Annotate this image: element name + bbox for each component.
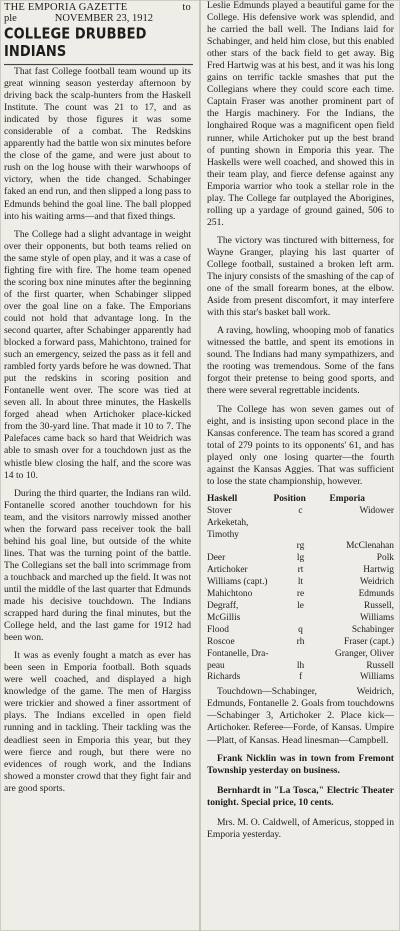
lineup-haskell-player: Roscoe — [207, 636, 235, 647]
article-paragraph: A raving, howling, whooping mob of fanatics witnessed the battle, and spent its emotions in sound. The Indians had many sympathizers, and the rooting was tremendous. Some of the fans forgot their pretense to being good sports, and there were several regrettable incidents. — [207, 325, 394, 397]
lineup-row — [207, 541, 394, 553]
lineup-position: c — [298, 505, 303, 516]
source-to: to — [182, 2, 191, 13]
lineup-haskell-player: Flood — [207, 624, 229, 635]
scoring-summary: Touchdown—Schabinger, Weidrich, Edmunds, Fontanelle 2. Goals from touchdowns—Schabinger 3, Artichoker 2. Place kick—Artichoker. Referee—Forde, of Kansas. Umpire—Platt, of Kansas. Head linesman—Campbell. — [207, 686, 394, 746]
source-line — [4, 2, 191, 13]
lineup-emporia-player: Edmunds — [358, 589, 394, 600]
lineup-header-position: Position — [273, 493, 306, 504]
lineup-emporia-player: Weidrich — [359, 577, 394, 588]
lineup-position — [274, 518, 328, 542]
lineup-haskell-player: Williams (capt.) — [207, 577, 268, 588]
lineup-row — [207, 649, 394, 661]
lineup-position: rg — [296, 541, 305, 552]
brief-item — [207, 753, 394, 777]
lineup-row — [207, 601, 394, 625]
brief-bold: Frank Nicklin was in town from Fremont Township yesterday on business. — [207, 752, 394, 776]
lineup-row — [207, 661, 394, 673]
brief-bold: Bernhardt in "La Tosca," Electric Theater tonight. Special price, 10 cents. — [207, 784, 394, 808]
lineup-row — [207, 637, 394, 649]
lineup-haskell-player: Artichoker — [207, 565, 248, 576]
lineup-haskell-player: Richards — [207, 672, 241, 683]
lineup-rows — [207, 506, 394, 685]
article-paragraph: The College has won seven games out of eight, and is insisting upon second place in the Kansas conference. The team has scored a grand total of 279 points to its opponents' 61, and has played only one losing quarter—the fourth against the Kansas Aggies. That was sufficient to lose the state championship, however. — [207, 403, 394, 487]
lineup-position — [274, 649, 328, 661]
lineup-haskell-player: Stover — [207, 505, 232, 516]
lineup-position: lt — [297, 577, 304, 588]
lineup-haskell-player: peau — [207, 660, 225, 671]
lineup-haskell-player: Fontanelle, Dra- — [207, 648, 269, 659]
lineup-row — [207, 553, 394, 565]
lineup-position: rt — [297, 565, 304, 576]
article-paragraph: That fast College football team wound up its great winning season yesterday afternoon by driving back the scalp-hunters from the Haskell Institute. The count was 21 to 17, and as indicated by those figures it was some considerable of a combat. The Redskins apparently had the battle won six minutes before the close of the game, and were just about to rush on the log house with their warwhoops of victory, when the tide changed. Schabinger faked an end run, and then slipped a long pass to Edmunds behind the goal line. The ball plopped into his waiting arms—and that fixed things. — [4, 66, 191, 222]
article-paragraph: The victory was tinctured with bitterness, for Wayne Granger, playing his last quarter of College football, sustained a broken left arm. The injury consists of the smashing of the cap of one of the small forearm bones, at the elbow. Aside from present discomfort, it may interfere with this star's basket ball work. — [207, 234, 394, 319]
lineup-position: f — [298, 672, 303, 683]
lineup-emporia-player: Widower — [359, 505, 394, 516]
lineup-header-haskell: Haskell — [207, 493, 238, 504]
lineup-emporia-player: Polk — [376, 553, 394, 564]
right-column — [203, 0, 400, 931]
lineup-row — [207, 518, 394, 542]
lineup-emporia-player: Fraser (capt.) — [344, 636, 394, 647]
lineup-haskell-player: Deer — [207, 553, 226, 564]
lineup-position: re — [296, 589, 305, 600]
brief-item: Mrs. M. O. Caldwell, of Americus, stopped in Emporia yesterday. — [207, 816, 394, 840]
lineup-position: le — [297, 600, 304, 611]
lineup-haskell-player: Arkeketah, Timothy — [207, 517, 249, 540]
left-column — [0, 0, 197, 931]
article-paragraph: It was as evenly fought a match as ever has been seen in Emporia football. Both squads were well coached, and displayed a high knowledge of the game. The men of Hargiss were trickier and showed a finer assortment of plays. The Indians excelled in open field running and in tackling. Their tackling was the deadliest seen in Emporia this year, but they were fierce and rough, but there were no evidences of rough work, and the Indians showed a monster crowd that they fight fair and are good sports. — [4, 650, 191, 794]
lineup-emporia-player: Williams — [360, 672, 394, 683]
lineup-emporia-player: Schabinger — [351, 624, 394, 635]
lineup-row — [207, 625, 394, 637]
lineup-emporia-player: Hartwig — [363, 565, 394, 576]
lineup-header-emporia: Emporia — [329, 493, 365, 504]
lineup-position: lh — [296, 660, 305, 671]
lineup-header — [207, 494, 394, 506]
lineup-emporia-player — [330, 518, 395, 542]
lineup-position: q — [298, 624, 303, 635]
article-paragraph: During the third quarter, the Indians ran wild. Fontanelle scored another touchdown for his team, and the visitors narrowly missed another when the forward pass receiver took the ball behind his goal line, but outside of the white lines. That was the turning point of the battle. The Collegians set the ball into scrimmage from a touchback and marched up the field. It was not until the middle of the last quarter that Edmunds made his decisive touchdown. The Indians scrapped hard during the final minutes, but the College held, and the last game for 1912 had been won. — [4, 487, 191, 644]
lineup-emporia-player: Russell, Williams — [360, 600, 394, 623]
lineup-row — [207, 577, 394, 589]
column-rule — [199, 0, 201, 931]
article-paragraph: Leslie Edmunds played a beautiful game for the College. His defensive work was splendid, and he carried the ball well. The Indians laid for Schabinger, and held him close, but this enabled other stars of the back field to get away. Big Fred Hartwig was at his best, and it was his long gains on terrific tackle smashes that put the Collegians where they could score each time. Captain Fraser was another prominent part of the Hargis machinery. For the Indians, the longhaired Roque was a magnificent open field runner, while Artichoker put up the best brand of punting shown in Emporia this year. The Haskells were well coached, and showed this in their team play, and fierce defense against any Emporia warrior who took a stellar role in the play. The College far outplayed the Aborigines, rolling up a yardage of ground gained, 506 to 251. — [207, 0, 394, 228]
brief-item — [207, 785, 394, 809]
headline: COLLEGE DRUBBED INDIANS — [4, 26, 193, 65]
lineup-row — [207, 565, 394, 577]
lineup-emporia-player: McClenahan — [346, 541, 394, 552]
source-name: THE EMPORIA GAZETTE — [4, 2, 128, 13]
date-line — [4, 13, 191, 24]
lineup-haskell-player: Mahichtono — [207, 589, 253, 600]
lineup-position: rh — [296, 636, 305, 647]
lineup-haskell-player: Degraff, McGillis — [207, 600, 241, 623]
article-paragraph: The College had a slight advantage in weight over their opponents, but both teams relied on the same style of open play, and it was a case of fighting fire with fire. The home team opened the scoring box nine minutes after the beginning of the first quarter, when Schabinger slipped over the goal line on a fake. The Emporians could not hold that advantage long. In the second quarter, after Schabinger apparently had blocked a forward pass, Mahichtono, trained for such an emergency, seized the pass as it fell and rambled forty yards before he was downed. That put the redskins in scoring position and Fontanelle went over. The score was tied at seven all. In about three minutes, the Haskells forged ahead when Artichoker place-kicked from the 30-yard line. That made it 10 to 7. The Palefaces came back so hard that Weidrich was able to smash over for a touchdown just as the whistle blew closing the half, and the score was 14 to 10. — [4, 228, 191, 481]
lineup-emporia-player: Granger, Oliver — [335, 648, 394, 659]
lineup-row — [207, 506, 394, 518]
date-prefix: ple — [4, 13, 17, 24]
lineup-table — [207, 494, 394, 747]
lineup-position: lg — [296, 553, 305, 564]
issue-date: NOVEMBER 23, 1912 — [54, 13, 154, 24]
lineup-row — [207, 672, 394, 684]
lineup-row — [207, 589, 394, 601]
lineup-emporia-player: Russell — [366, 660, 394, 671]
lineup-haskell-player — [207, 541, 272, 553]
